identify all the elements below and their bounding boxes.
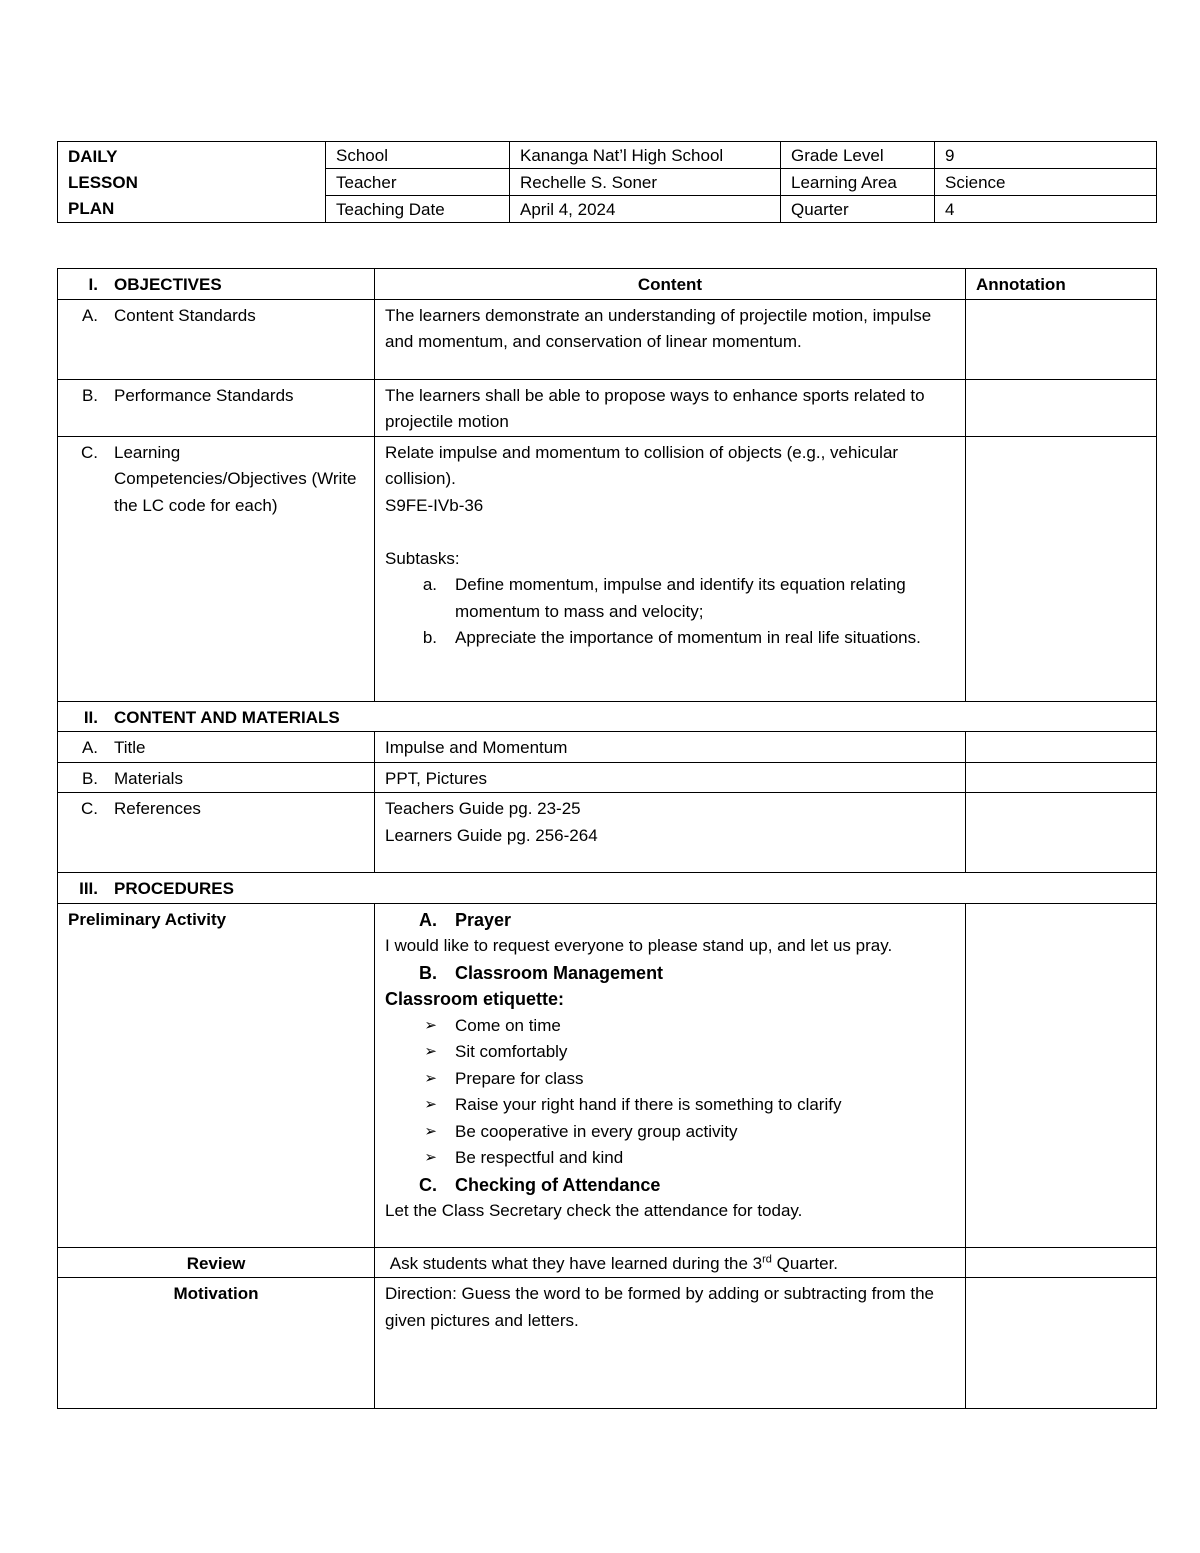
reference-line: Learners Guide pg. 256-264 bbox=[385, 825, 598, 845]
item-label: Performance Standards bbox=[114, 385, 294, 405]
title-line: LESSON bbox=[68, 173, 138, 192]
annotation-cell bbox=[966, 1247, 1157, 1278]
title-line: DAILY bbox=[68, 147, 118, 166]
school-value: Kananga Nat’l High School bbox=[510, 142, 781, 169]
section-title: PROCEDURES bbox=[114, 879, 234, 898]
prayer-text: I would like to request everyone to please stand up, and let us pray. bbox=[385, 936, 893, 955]
review-label: Review bbox=[58, 1247, 375, 1278]
reference-line: Teachers Guide pg. 23-25 bbox=[385, 799, 581, 818]
arrow-bullet-icon: ➢ bbox=[424, 1043, 437, 1060]
section-title: OBJECTIVES bbox=[114, 275, 222, 294]
etiquette-item: ➢ Prepare for class bbox=[385, 1066, 955, 1093]
annotation-cell bbox=[966, 379, 1157, 436]
annotation-cell bbox=[966, 299, 1157, 379]
section-number: I. bbox=[88, 275, 98, 294]
prayer-heading: A. Prayer bbox=[419, 909, 512, 930]
quarter-label: Quarter bbox=[781, 196, 935, 223]
learning-area-label: Learning Area bbox=[781, 169, 935, 196]
content-materials-section-heading bbox=[58, 701, 1157, 732]
learning-competencies-label bbox=[58, 436, 375, 701]
item-number: B. bbox=[81, 768, 98, 788]
content-standards-text: The learners demonstrate an understanding of projectile motion, impulse and momentum, and conservation of linear momentum. bbox=[375, 299, 966, 379]
annotation-cell bbox=[966, 1278, 1157, 1409]
school-label: School bbox=[326, 142, 510, 169]
arrow-bullet-icon: ➢ bbox=[424, 1096, 437, 1113]
subtask-item: b. Appreciate the importance of momentum in real life situations. bbox=[422, 628, 921, 647]
quarter-value: 4 bbox=[935, 196, 1157, 223]
annotation-cell bbox=[966, 732, 1157, 763]
etiquette-item: ➢ Be respectful and kind bbox=[385, 1145, 955, 1172]
section-title: CONTENT AND MATERIALS bbox=[114, 707, 340, 727]
item-number: C. bbox=[81, 799, 98, 818]
lesson-plan-header-table bbox=[57, 141, 1157, 223]
materials-label bbox=[58, 762, 375, 793]
performance-standards-text: The learners shall be able to propose ways to enhance sports related to projectile motion bbox=[375, 379, 966, 436]
item-label: References bbox=[114, 799, 201, 818]
etiquette-item: ➢ Sit comfortably bbox=[385, 1039, 955, 1066]
attendance-heading: C. Checking of Attendance bbox=[419, 1174, 661, 1195]
content-standards-label bbox=[58, 299, 375, 379]
section-number: III. bbox=[79, 879, 98, 898]
annotation-cell bbox=[966, 793, 1157, 873]
arrow-bullet-icon: ➢ bbox=[424, 1149, 437, 1166]
classroom-management-heading: B. Classroom Management bbox=[419, 962, 664, 983]
references-label bbox=[58, 793, 375, 873]
motivation-label: Motivation bbox=[58, 1278, 375, 1409]
item-label: Materials bbox=[114, 768, 183, 788]
motivation-text: Direction: Guess the word to be formed by adding or subtracting from the given pictures and letters. bbox=[375, 1278, 966, 1409]
learning-competencies-content bbox=[375, 436, 966, 701]
etiquette-list bbox=[385, 1013, 955, 1172]
arrow-bullet-icon: ➢ bbox=[424, 1122, 437, 1140]
section-number: II. bbox=[83, 707, 98, 727]
document-title bbox=[58, 142, 326, 223]
title-value: Impulse and Momentum bbox=[375, 732, 966, 763]
subtask-item: a. Define momentum, impulse and identify its equation relating momentum to mass and velocity; bbox=[422, 575, 906, 621]
lesson-plan-table bbox=[57, 268, 1157, 1409]
subtasks-label: Subtasks: bbox=[385, 548, 460, 568]
item-label: Content Standards bbox=[114, 305, 256, 325]
references-value bbox=[375, 793, 966, 873]
performance-standards-label bbox=[58, 379, 375, 436]
grade-level-value: 9 bbox=[935, 142, 1157, 169]
competency-text: Relate impulse and momentum to collision of objects (e.g., vehicular collision). bbox=[385, 442, 899, 488]
item-label: Title bbox=[114, 738, 146, 757]
procedures-section-heading bbox=[58, 873, 1157, 904]
annotation-column-header: Annotation bbox=[966, 269, 1157, 300]
etiquette-item: ➢ Be cooperative in every group activity bbox=[385, 1119, 955, 1146]
annotation-cell bbox=[966, 436, 1157, 701]
annotation-cell bbox=[966, 762, 1157, 793]
etiquette-label: Classroom etiquette: bbox=[385, 989, 565, 1009]
learning-area-value: Science bbox=[935, 169, 1157, 196]
item-number: B. bbox=[81, 385, 98, 405]
teaching-date-value: April 4, 2024 bbox=[510, 196, 781, 223]
teaching-date-label: Teaching Date bbox=[326, 196, 510, 223]
item-label: Learning Competencies/Objectives (Write the LC code for each) bbox=[114, 442, 357, 515]
etiquette-item: ➢ Raise your right hand if there is something to clarify bbox=[385, 1092, 955, 1119]
subtasks-list bbox=[385, 572, 955, 652]
item-number: A. bbox=[81, 305, 98, 325]
arrow-bullet-icon: ➢ bbox=[424, 1016, 437, 1034]
title-line: PLAN bbox=[68, 199, 115, 218]
review-text: Ask students what they have learned during the 3rd Quarter. bbox=[375, 1247, 966, 1278]
preliminary-activity-content bbox=[375, 903, 966, 1247]
preliminary-activity-label: Preliminary Activity bbox=[58, 903, 375, 1247]
etiquette-item: ➢ Come on time bbox=[385, 1013, 955, 1040]
arrow-bullet-icon: ➢ bbox=[424, 1069, 437, 1087]
grade-level-label: Grade Level bbox=[781, 142, 935, 169]
teacher-label: Teacher bbox=[326, 169, 510, 196]
annotation-cell bbox=[966, 903, 1157, 1247]
objectives-section-heading bbox=[58, 269, 375, 300]
teacher-value: Rechelle S. Soner bbox=[510, 169, 781, 196]
title-label bbox=[58, 732, 375, 763]
item-number: A. bbox=[81, 738, 98, 757]
attendance-text: Let the Class Secretary check the attendance for today. bbox=[385, 1201, 803, 1220]
item-number: C. bbox=[81, 442, 98, 462]
materials-value: PPT, Pictures bbox=[375, 762, 966, 793]
content-column-header: Content bbox=[375, 269, 966, 300]
lc-code: S9FE-IVb-36 bbox=[385, 495, 484, 515]
